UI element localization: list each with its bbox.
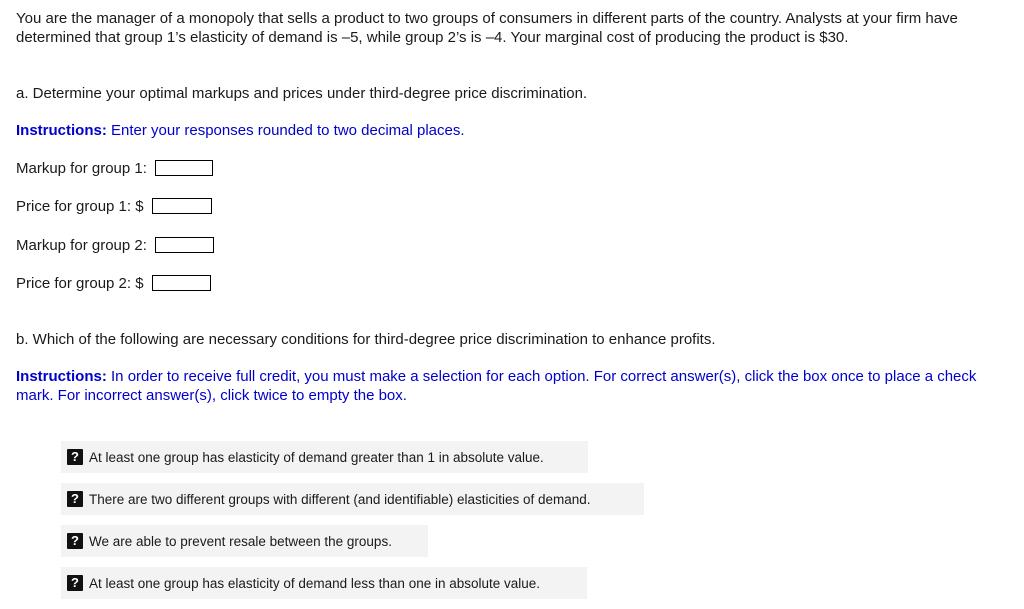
question-mark-icon[interactable]: ?	[67, 449, 83, 465]
instructions-label: Instructions:	[16, 368, 107, 385]
markup-group-2-label: Markup for group 2:	[16, 236, 152, 254]
price-group-1-label: Price for group 1: $	[16, 197, 148, 215]
instructions-label: Instructions:	[16, 122, 107, 139]
part-b-prompt: b. Which of the following are necessary conditions for third-degree price discrimination to enhance profits.	[16, 331, 716, 348]
part-b-instructions	[16, 367, 1006, 405]
option-label: There are two different groups with different (and identifiable) elasticities of demand.	[89, 491, 591, 507]
instructions-text: Enter your responses rounded to two decimal places.	[106, 122, 465, 139]
question-mark-icon[interactable]: ?	[67, 533, 83, 549]
markup-group-1-input[interactable]	[155, 160, 213, 176]
part-a-instructions	[16, 121, 465, 140]
price-group-1-row	[16, 196, 212, 216]
question-mark-icon[interactable]: ?	[67, 575, 83, 591]
question-text: You are the manager of a monopoly that sells a product to two groups of consumers in different parts of the country. Analysts at your firm have determined that group 1’s elasticity of demand is –5, while group 2’s is –4. Your marginal cost of producing the product is $30.	[16, 10, 958, 46]
option-label: At least one group has elasticity of demand greater than 1 in absolute value.	[89, 449, 544, 465]
option-checkbox-4[interactable]	[61, 567, 587, 599]
markup-group-1-label: Markup for group 1:	[16, 159, 152, 177]
option-checkbox-3[interactable]	[61, 525, 428, 557]
markup-group-2-input[interactable]	[155, 237, 214, 253]
markup-group-1-row	[16, 158, 213, 178]
part-a-prompt: a. Determine your optimal markups and prices under third-degree price discrimination.	[16, 85, 588, 102]
price-group-2-row	[16, 273, 211, 293]
option-checkbox-1[interactable]	[61, 441, 588, 473]
option-label: We are able to prevent resale between the groups.	[89, 533, 392, 549]
option-label: At least one group has elasticity of demand less than one in absolute value.	[89, 575, 541, 591]
price-group-1-input[interactable]	[152, 198, 212, 214]
markup-group-2-row	[16, 235, 214, 255]
instructions-text: In order to receive full credit, you must make a selection for each option. For correct answer(s), click the box once to place a check mark. For incorrect answer(s), click twice to empty the box.	[16, 368, 977, 404]
price-group-2-label: Price for group 2: $	[16, 274, 148, 292]
option-checkbox-2[interactable]	[61, 483, 644, 515]
price-group-2-input[interactable]	[152, 275, 211, 291]
question-mark-icon[interactable]: ?	[67, 491, 83, 507]
